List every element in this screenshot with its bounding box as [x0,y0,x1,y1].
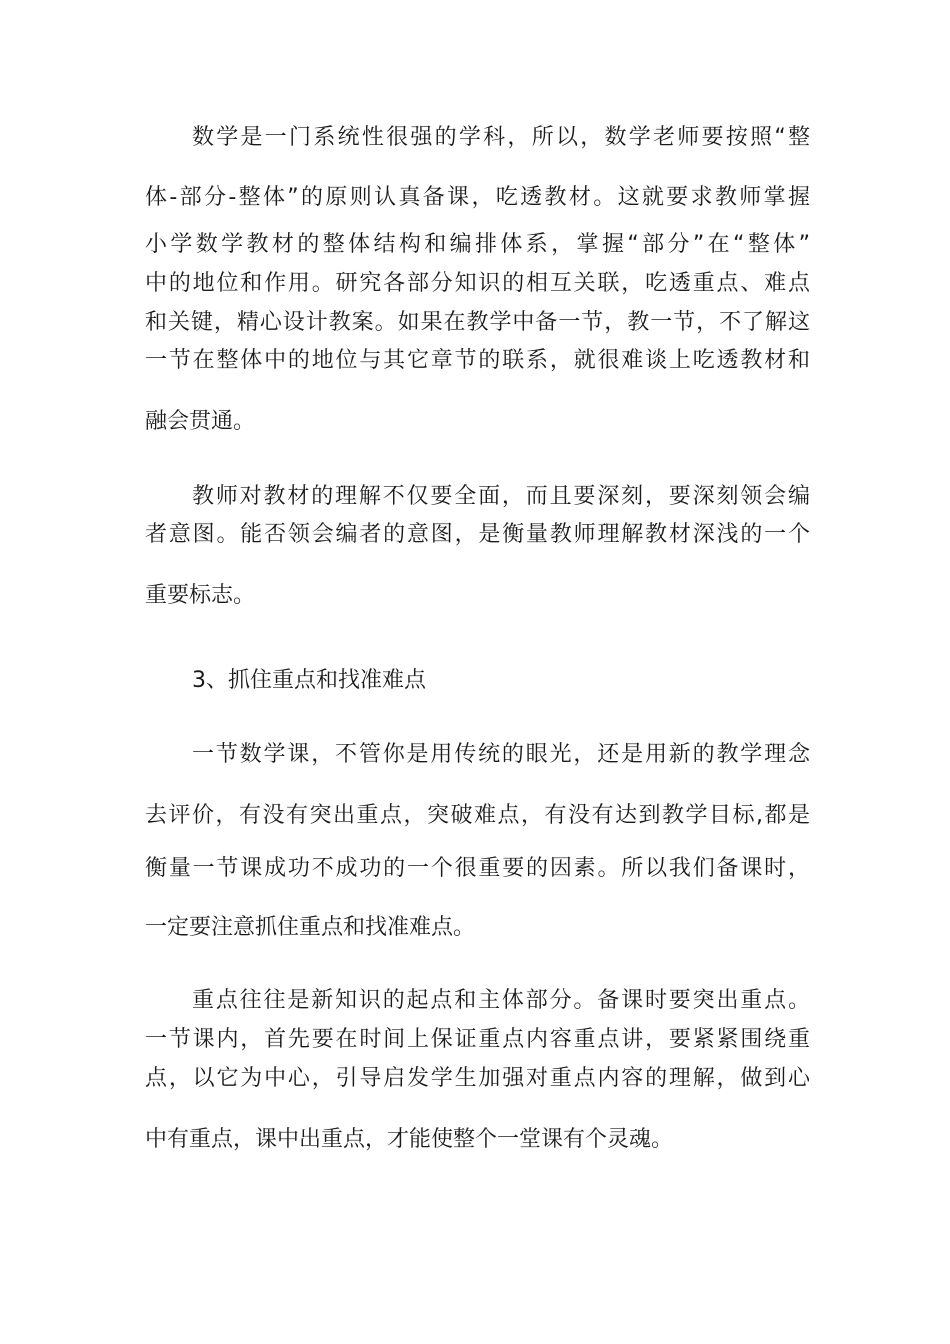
paragraph-4-line-2: 一节课内，首先要在时间上保证重点内容重点讲，要紧紧围绕重 [145,1027,810,1052]
paragraph-1-line-7: 融会贯通。 [145,409,256,434]
paragraph-3-line-1: 一节数学课，不管你是用传统的眼光，还是用新的教学理念 [192,742,810,767]
paragraph-4-line-4: 中有重点，课中出重点，才能使整个一堂课有个灵魂。 [145,1127,674,1152]
paragraph-2-line-3: 重要标志。 [145,583,256,608]
paragraph-1-line-2: 体-部分-整体”的原则认真备课，吃透教材。这就要求教师掌握 [145,185,810,210]
section-heading: 3、抓住重点和找准难点 [192,668,426,693]
paragraph-3-line-4: 一定要注意抓住重点和找准难点。 [145,915,476,940]
paragraph-4-line-3: 点，以它为中心，引导启发学生加强对重点内容的理解，做到心 [145,1066,810,1091]
paragraph-2-line-2: 者意图。能否领会编者的意图，是衡量教师理解教材深浅的一个 [145,522,810,547]
paragraph-3-line-2: 去评价，有没有突出重点，突破难点，有没有达到教学目标,都是 [145,803,810,828]
paragraph-2-line-1: 教师对教材的理解不仅要全面，而且要深刻，要深刻领会编 [192,484,810,509]
paragraph-1-line-6: 一节在整体中的地位与其它章节的联系，就很难谈上吃透教材和 [145,348,810,373]
paragraph-1-line-3: 小学数学教材的整体结构和编排体系，掌握“部分”在“整体” [145,232,810,257]
paragraph-1-line-1: 数学是一门系统性很强的学科，所以，数学老师要按照“整 [192,125,810,150]
paragraph-3-line-3: 衡量一节课成功不成功的一个很重要的因素。所以我们备课时， [145,856,810,881]
paragraph-1-line-4: 中的地位和作用。研究各部分知识的相互关联，吃透重点、难点 [145,271,810,296]
paragraph-1-line-5: 和关键，精心设计教案。如果在教学中备一节，教一节，不了解这 [145,310,810,335]
paragraph-4-line-1: 重点往往是新知识的起点和主体部分。备课时要突出重点。 [192,988,810,1013]
